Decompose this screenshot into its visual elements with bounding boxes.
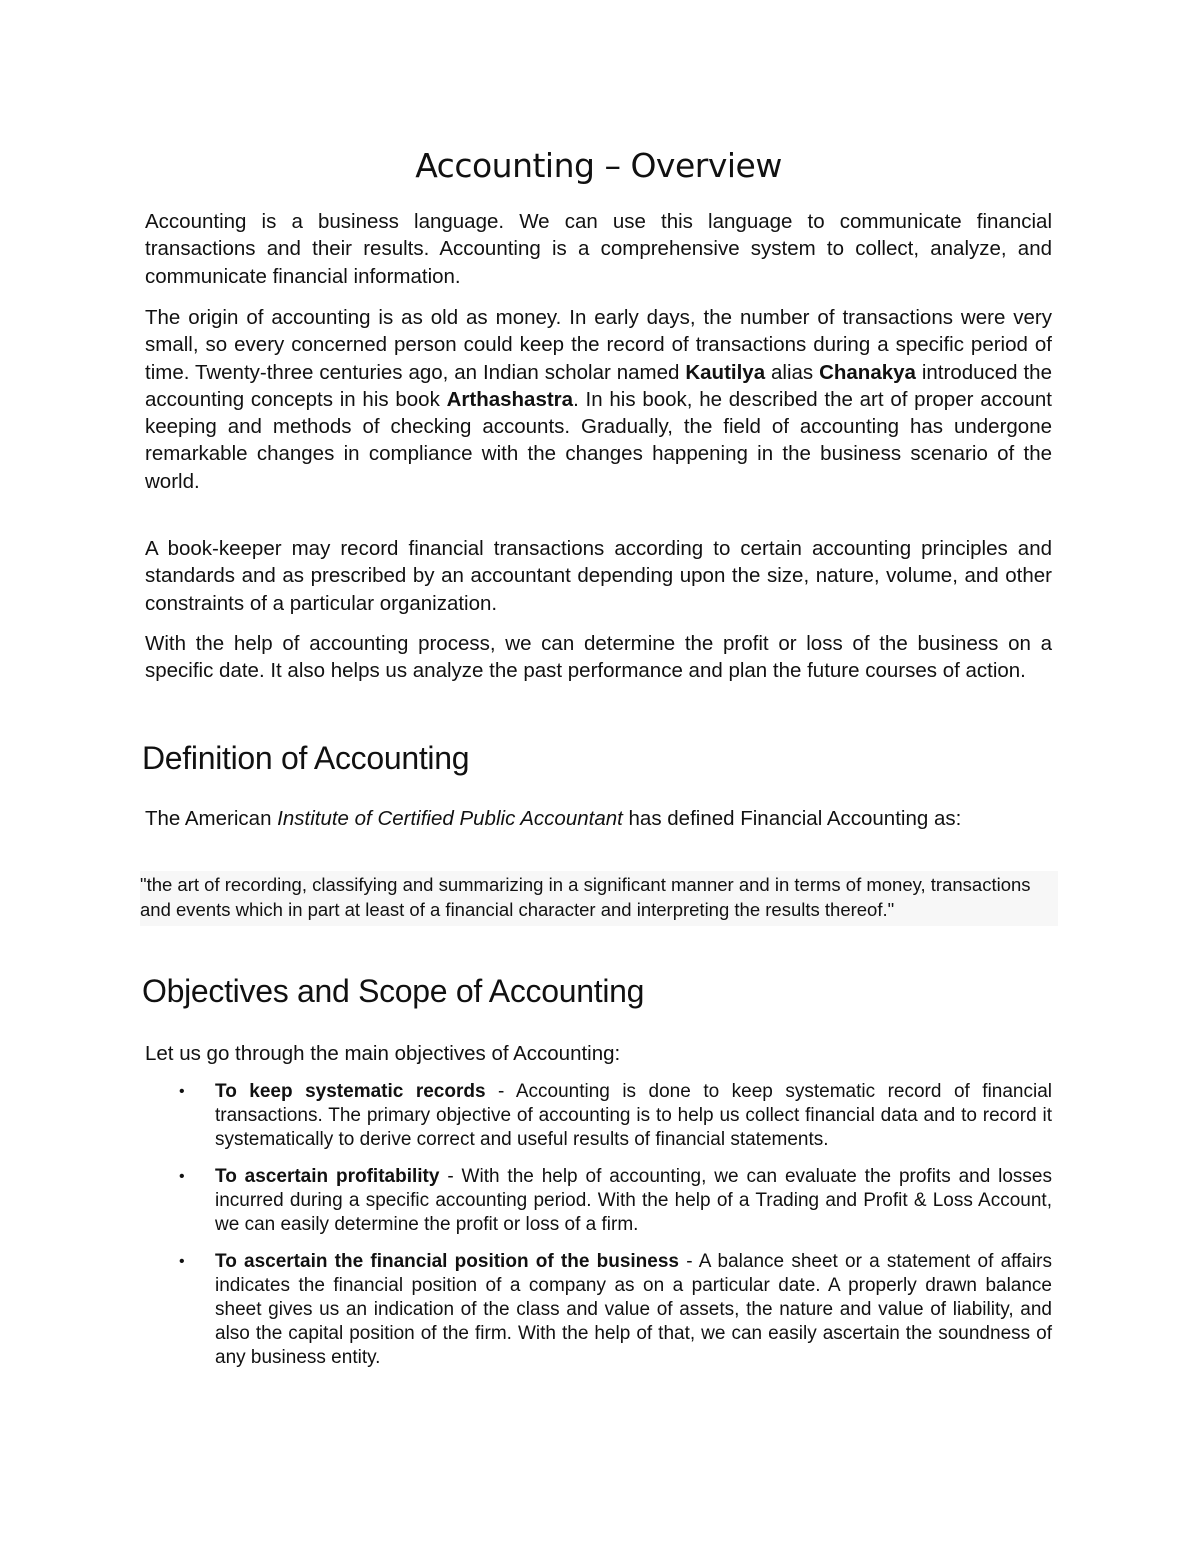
bullet-icon: • — [179, 1253, 185, 1270]
intro-paragraph-4: With the help of accounting process, we can determine the profit or loss of the business on a specific date. It also helps us analyze the past performance and plan the future courses of action. — [145, 632, 1052, 683]
objectives-intro: Let us go through the main objectives of Accounting: — [145, 1042, 621, 1065]
list-item-body: - With the help of accounting, we can evaluate the profits and losses incurred during a specific accounting period. With the help of a Trading and Profit & Loss Account, we can easily determine the profit or loss of a firm. — [215, 1166, 1053, 1235]
list-item-text — [215, 1250, 1052, 1370]
institute-name: Institute of Certified Public Accountant — [277, 807, 623, 830]
definition-lead-before: The American — [145, 807, 278, 830]
list-item-title: To keep systematic records — [215, 1081, 486, 1102]
intro-paragraph-1: Accounting is a business language. We can use this language to communicate financial transactions and their results. Accounting is a comprehensive system to collect, analyze, and communicate financial information. — [145, 210, 1052, 288]
list-item-text — [215, 1165, 1052, 1237]
list-item-text — [215, 1080, 1052, 1152]
list-item-title: To ascertain profitability — [215, 1166, 440, 1187]
intro-paragraph-2 — [145, 304, 1052, 495]
bullet-icon: • — [179, 1083, 185, 1100]
definition-quote: "the art of recording, classifying and summarizing in a significant manner and in terms of money, transactions and events which in part at least of a financial character and interpreting the results thereof." — [140, 871, 1058, 926]
bullet-icon: • — [179, 1168, 185, 1185]
book-name-arthashastra: Arthashastra — [446, 387, 574, 411]
page-title: Accounting – Overview — [415, 146, 782, 185]
scholar-name-chanakya: Chanakya — [819, 360, 916, 384]
origin-text-1: The origin of accounting is as old as money. In early days, the number of transactions were very small, so every concerned person could keep the record of transactions during a specific period of time. Twenty-three centuries ago, an Indian scholar named — [145, 306, 1052, 384]
origin-text-2: alias — [765, 360, 820, 384]
definition-lead-after: has defined Financial Accounting as: — [622, 807, 962, 830]
list-item-title: To ascertain the financial position of the business — [215, 1251, 679, 1272]
origin-text-4: . In his book, he described the art of proper account keeping and methods of checking accounts. Gradually, the field of accounting has undergone remarkable changes in compliance with the changes happening in the business scenario of the world. — [145, 387, 1052, 493]
definition-heading: Definition of Accounting — [142, 740, 470, 776]
origin-text-3: introduced the accounting concepts in his book — [145, 360, 1052, 411]
scholar-name-kautilya: Kautilya — [685, 360, 766, 384]
intro-paragraph-3: A book-keeper may record financial transactions according to certain accounting principles and standards and as prescribed by an accountant depending upon the size, nature, volume, and other constraints of a particular organization. — [145, 537, 1052, 615]
list-item-body: - A balance sheet or a statement of affairs indicates the financial position of a company as on a particular date. A properly drawn balance sheet gives us an indication of the class and value of assets, the nature and value of liability, and also the capital position of the firm. With the help of that, we can easily ascertain the soundness of any business entity. — [215, 1251, 1052, 1368]
objectives-heading: Objectives and Scope of Accounting — [142, 973, 645, 1009]
definition-lead — [145, 805, 1052, 832]
list-item-body: - Accounting is done to keep systematic record of financial transactions. The primary objective of accounting is to help us collect financial data and to record it systematically to derive correct and useful results of financial statements. — [215, 1081, 1053, 1150]
